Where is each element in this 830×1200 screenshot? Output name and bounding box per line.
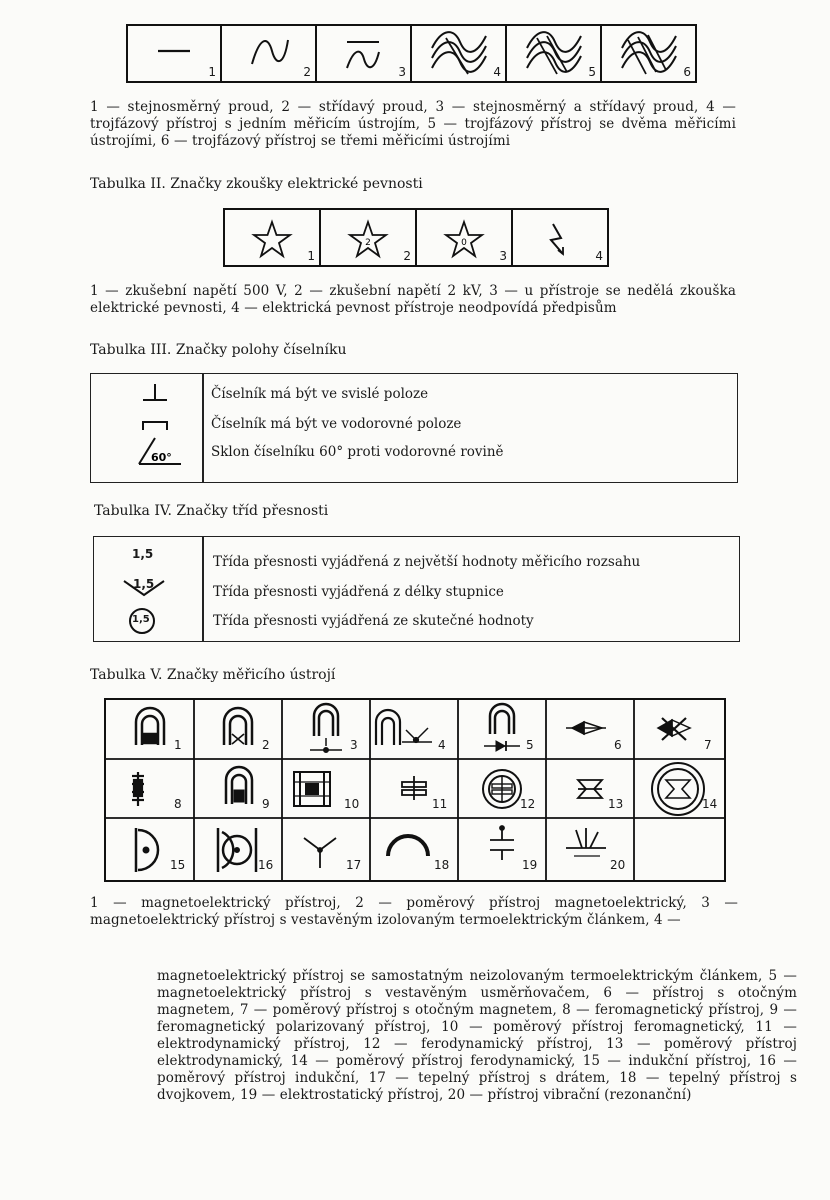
not-compliant-cell	[512, 209, 608, 266]
cell-number: 10	[344, 797, 360, 811]
table4-title: Tabulka IV. Značky tříd přesnosti	[94, 503, 329, 519]
vibration-reed-icon	[566, 828, 606, 856]
dc-ac-icon	[317, 26, 410, 83]
angle-label: 60°	[151, 451, 172, 464]
ratio-moving-coil-icon	[224, 708, 252, 745]
table2-caption: 1 — zkušební napětí 500 V, 2 — zkušební napětí 2 kV, 3 — u přístroje se nedělá zkouška elektrické pevnosti, 4 — elektrická pevnost přístroje neodpovídá předpisům	[90, 283, 736, 316]
cell-number: 11	[432, 797, 448, 811]
cell-number: 19	[522, 858, 538, 872]
ratio-induction-icon	[218, 828, 256, 872]
symbol-number: 1	[307, 249, 315, 263]
ratio-moving-magnet-icon	[658, 718, 690, 740]
cell-number: 16	[258, 858, 274, 872]
star-icon	[225, 210, 319, 267]
three-phase-one-system-cell	[411, 25, 506, 82]
cell-number: 18	[434, 858, 450, 872]
cell-number: 3	[350, 738, 358, 752]
three-phase-two-systems-icon	[507, 26, 600, 83]
moving-coil-icon	[136, 708, 164, 745]
dc-symbol-cell	[127, 25, 221, 82]
instrument-mechanism-table	[104, 698, 726, 882]
ratio-moving-iron-icon	[294, 772, 330, 806]
table3-title: Tabulka III. Značky polohy číselníku	[90, 342, 347, 358]
angle-position-icon	[139, 438, 181, 464]
moving-magnet-icon	[566, 722, 606, 734]
cell-number: 2	[262, 738, 270, 752]
accuracy-row-actual: Třída přesnosti vyjádřená ze skutečné hodnoty	[213, 613, 534, 629]
cell-number: 4	[438, 738, 446, 752]
electrostatic-icon	[490, 826, 514, 860]
accuracy-row-range: Třída přesnosti vyjádřená z největší hodnoty měřicího rozsahu	[213, 554, 641, 570]
symbol-number: 1	[208, 65, 216, 79]
accuracy-row-scale: Třída přesnosti vyjádřená z délky stupnice	[213, 584, 504, 600]
table5-caption-bottom: magnetoelektrický přístroj se samostatným neizolovaným termoelektrickým článkem, 5 — magnetoelektrický přístroj s vestavěným usměrňovačem, 6 — přístroj s otočným magnetem, 7 — poměrový přístroj s otočným magnetem, 8 — feromagnetický přístroj, 9 — feromagnetický polarizovaný přístroj, 10 — poměrový přístroj feromagnetický, 11 — elektrodynamický přístroj, 12 — ferodynamický přístroj, 13 — poměrový přístroj elektrodynamický, 14 — poměrový přístroj ferodynamický, 15 — indukční přístroj, 16 — poměrový přístroj indukční, 17 — tepelný přístroj s drátem, 18 — tepelný přístroj s dvojkovem, 19 — elektrostatický přístroj, 20 — přístroj vibrační (rezonanční)	[157, 968, 797, 1103]
cell-number: 20	[610, 858, 626, 872]
accuracy-scale-symbol: 1,5	[133, 577, 155, 591]
cell-number: 17	[346, 858, 362, 872]
cell-number: 8	[174, 797, 182, 811]
table2-title: Tabulka II. Značky zkoušky elektrické pevnosti	[90, 176, 423, 192]
symbol-number: 3	[398, 65, 406, 79]
polarized-moving-iron-icon	[226, 767, 252, 804]
symbol-number: 6	[683, 65, 691, 79]
three-phase-three-systems-cell	[601, 25, 696, 82]
dial-row-vertical: Číselník má být ve svislé poloze	[211, 386, 429, 402]
column-divider	[202, 537, 204, 641]
no-test-cell	[416, 209, 512, 266]
accuracy-class-table	[93, 536, 740, 642]
cell-number: 14	[702, 797, 718, 811]
three-phase-two-systems-cell	[506, 25, 601, 82]
three-phase-three-systems-icon	[602, 26, 695, 83]
symbol-number: 4	[493, 65, 501, 79]
table5-caption-top: 1 — magnetoelektrický přístroj, 2 — poměrový přístroj magnetoelektrický, 3 — magnetoelektrický přístroj s vestavěným izolovaným termoelektrickým článkem, 4 —	[90, 895, 738, 928]
moving-coil-rectifier-icon	[484, 704, 520, 751]
cell-number: 12	[520, 797, 536, 811]
star-2-icon	[321, 210, 415, 267]
symbol-number: 4	[595, 249, 603, 263]
ac-wave-icon	[222, 26, 315, 83]
induction-icon	[136, 828, 158, 872]
star-label: 0	[461, 238, 467, 248]
star-label: 2	[365, 238, 371, 248]
hot-wire-icon	[304, 838, 336, 868]
symbol-number: 2	[403, 249, 411, 263]
dial-position-icons	[121, 380, 191, 476]
moving-coil-thermocouple-icon	[310, 704, 342, 753]
symbol-number: 5	[588, 65, 596, 79]
electrodynamic-icon	[402, 776, 426, 800]
dc-icon	[128, 26, 220, 83]
ac-symbol-cell	[221, 25, 316, 82]
accuracy-range-symbol: 1,5	[132, 547, 154, 561]
ratio-electrodynamic-icon	[578, 780, 602, 798]
cell-number: 9	[262, 797, 270, 811]
lightning-icon	[513, 210, 607, 267]
table5-title: Tabulka V. Značky měřicího ústrojí	[90, 667, 336, 683]
cell-number: 13	[608, 797, 624, 811]
ferrodynamic-icon	[483, 770, 521, 808]
dial-position-table	[90, 373, 738, 483]
dc-ac-symbol-cell	[316, 25, 411, 82]
symbol-number: 3	[499, 249, 507, 263]
test-2kv-cell	[320, 209, 416, 266]
current-type-symbol-table	[126, 24, 697, 83]
table1-caption: 1 — stejnosměrný proud, 2 — střídavý proud, 3 — stejnosměrný a střídavý proud, 4 — trojfázový přístroj s jedním měřicím ústrojím, 5 — trojfázový přístroj se dvěma měřicími ústrojími, 6 — trojfázový přístroj se třemi měřicími ústrojími	[90, 99, 736, 149]
cell-number: 5	[526, 738, 534, 752]
moving-iron-icon	[132, 772, 144, 806]
star-0-icon	[417, 210, 511, 267]
cell-number: 15	[170, 858, 186, 872]
cell-number: 7	[704, 738, 712, 752]
vertical-position-icon	[143, 384, 167, 400]
accuracy-actual-symbol: 1,5	[132, 614, 150, 625]
column-divider	[202, 374, 204, 482]
moving-coil-separate-thermocouple-icon	[376, 710, 432, 745]
three-phase-one-system-icon	[412, 26, 505, 83]
dial-row-angle: Sklon číselníku 60° proti vodorovné rovině	[211, 444, 504, 460]
horizontal-position-icon	[143, 422, 167, 430]
symbol-number: 2	[303, 65, 311, 79]
grid-lines	[106, 700, 724, 880]
bimetal-icon	[388, 836, 428, 856]
cell-number: 1	[174, 738, 182, 752]
ratio-ferrodynamic-icon	[652, 763, 704, 815]
cell-number: 6	[614, 738, 622, 752]
dial-row-horizontal: Číselník má být ve vodorovné poloze	[211, 416, 462, 432]
insulation-test-symbol-table	[223, 208, 609, 267]
test-500v-cell	[224, 209, 320, 266]
